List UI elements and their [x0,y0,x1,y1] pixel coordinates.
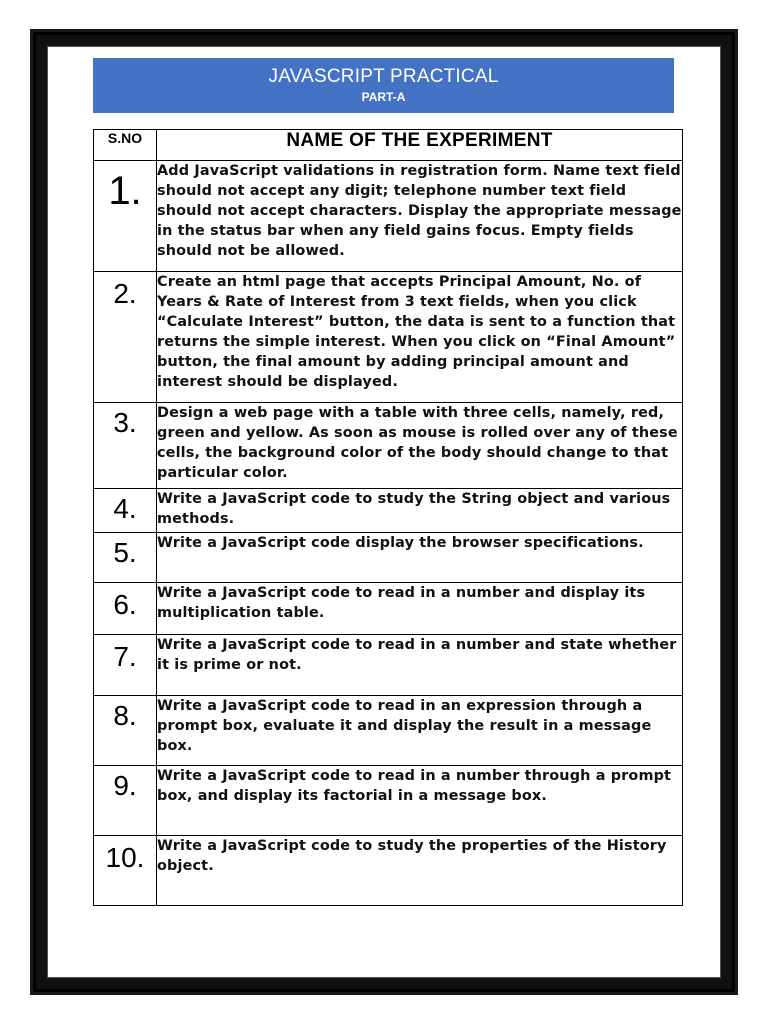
table-row [94,489,683,533]
experiments-table [93,129,683,906]
table-row [94,161,683,272]
table-row [94,766,683,836]
row-number: 8. [94,696,157,766]
row-number: 1. [94,161,157,272]
document-subtitle: PART-A [361,90,406,104]
title-banner [93,58,674,113]
row-number: 5. [94,533,157,583]
row-number: 10. [94,836,157,906]
document-title: JAVASCRIPT PRACTICAL [268,66,499,87]
row-number: 9. [94,766,157,836]
row-number: 2. [94,272,157,403]
table-row [94,533,683,583]
row-number: 4. [94,489,157,533]
experiment-description: Write a JavaScript code to read in a number and state whether it is prime or not. [157,635,683,696]
experiment-description: Write a JavaScript code to study the properties of the History object. [157,836,683,906]
experiment-description: Write a JavaScript code display the browser specifications. [157,533,683,583]
table-row [94,583,683,635]
experiment-description: Create an html page that accepts Principal Amount, No. of Years & Rate of Interest from 3 text fields, when you click “Calculate Interest” button, the data is sent to a function that returns the simple interest. When you click on “Final Amount” button, the final amount by adding principal amount and interest should be displayed. [157,272,683,403]
table-row [94,272,683,403]
table-row [94,635,683,696]
table-header-row [94,130,683,161]
experiment-description: Write a JavaScript code to read in an expression through a prompt box, evaluate it and display the result in a message box. [157,696,683,766]
row-number: 6. [94,583,157,635]
experiment-description: Design a web page with a table with three cells, namely, red, green and yellow. As soon as mouse is rolled over any of these cells, the background color of the body should change to that particular color. [157,403,683,489]
experiment-description: Add JavaScript validations in registration form. Name text field should not accept any digit; telephone number text field should not accept characters. Display the appropriate message in the status bar when any field gains focus. Empty fields should not be allowed. [157,161,683,272]
experiment-description: Write a JavaScript code to study the String object and various methods. [157,489,683,533]
table-row [94,403,683,489]
experiment-description: Write a JavaScript code to read in a number through a prompt box, and display its factorial in a message box. [157,766,683,836]
table-row [94,836,683,906]
row-number: 3. [94,403,157,489]
row-number: 7. [94,635,157,696]
table-row [94,696,683,766]
column-header-sno: S.NO [94,130,157,161]
experiment-description: Write a JavaScript code to read in a number and display its multiplication table. [157,583,683,635]
column-header-name: NAME OF THE EXPERIMENT [157,130,683,161]
